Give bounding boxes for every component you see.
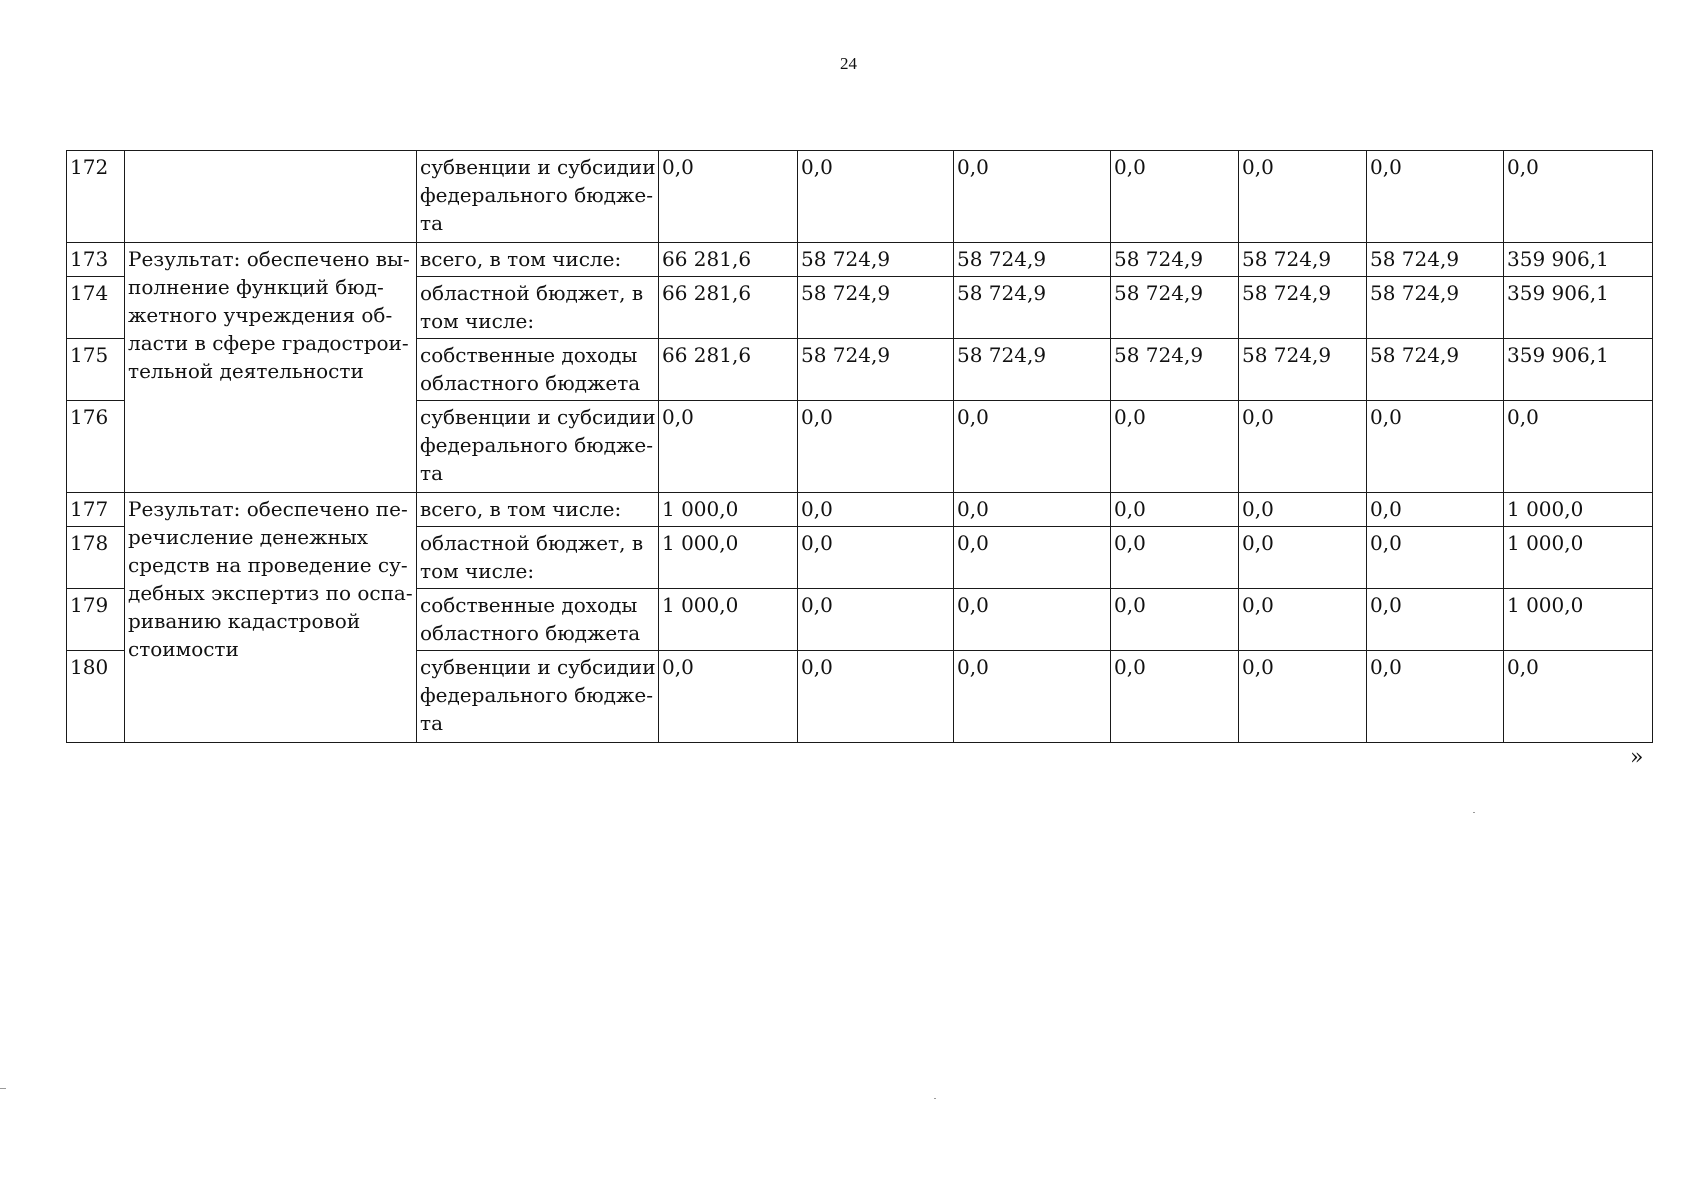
amount-cell: 0,0 [954,401,1111,493]
row-number-cell: 176 [67,401,125,493]
amount-cell: 0,0 [1504,401,1653,493]
row-number-cell: 172 [67,151,125,243]
amount-cell: 0,0 [798,401,954,493]
row-number-cell: 177 [67,493,125,527]
result-description-cell [125,151,417,243]
amount-cell: 58 724,9 [1239,277,1367,339]
funding-source-cell: собственные доходы областного бюджета [417,589,659,651]
amount-cell: 0,0 [1239,493,1367,527]
amount-cell: 0,0 [659,401,798,493]
row-number-cell: 174 [67,277,125,339]
amount-cell: 0,0 [954,651,1111,743]
result-description-cell: Результат: обеспечено вы-полнение функций бюд-жетного учреждения об-ласти в сфере градострои-тельной деятельности [125,243,417,493]
amount-cell: 58 724,9 [1239,243,1367,277]
amount-cell: 0,0 [1239,589,1367,651]
amount-cell: 0,0 [1239,401,1367,493]
amount-cell: 0,0 [1367,493,1504,527]
amount-cell: 66 281,6 [659,243,798,277]
amount-cell: 0,0 [1111,589,1239,651]
amount-cell: 1 000,0 [659,527,798,589]
row-number-cell: 173 [67,243,125,277]
amount-cell: 0,0 [1504,151,1653,243]
amount-cell: 0,0 [659,651,798,743]
table-row [67,151,1653,243]
amount-cell: 1 000,0 [659,589,798,651]
amount-cell: 0,0 [1111,493,1239,527]
funding-source-cell: областной бюджет, в том числе: [417,527,659,589]
amount-cell: 0,0 [1111,651,1239,743]
amount-cell: 0,0 [1239,151,1367,243]
scan-artifact [0,1088,6,1089]
funding-source-cell: субвенции и субсидии федерального бюдже-та [417,651,659,743]
amount-cell: 0,0 [1367,527,1504,589]
amount-cell: 0,0 [954,527,1111,589]
amount-cell: 0,0 [659,151,798,243]
funding-source-cell: собственные доходы областного бюджета [417,339,659,401]
amount-cell: 1 000,0 [1504,589,1653,651]
amount-cell: 359 906,1 [1504,243,1653,277]
amount-cell: 0,0 [1367,651,1504,743]
amount-cell: 58 724,9 [1239,339,1367,401]
amount-cell: 0,0 [1367,151,1504,243]
amount-cell: 0,0 [1111,151,1239,243]
amount-cell: 0,0 [798,493,954,527]
amount-cell: 1 000,0 [1504,527,1653,589]
amount-cell: 58 724,9 [1111,277,1239,339]
funding-source-cell: субвенции и субсидии федерального бюдже-та [417,401,659,493]
funding-source-cell: всего, в том числе: [417,243,659,277]
amount-cell: 58 724,9 [1367,339,1504,401]
amount-cell: 58 724,9 [1367,277,1504,339]
amount-cell: 58 724,9 [1111,243,1239,277]
amount-cell: 0,0 [1111,527,1239,589]
amount-cell: 0,0 [798,589,954,651]
amount-cell: 0,0 [1239,651,1367,743]
scan-artifact [934,1098,936,1099]
amount-cell: 0,0 [798,527,954,589]
amount-cell: 58 724,9 [954,339,1111,401]
amount-cell: 0,0 [1367,401,1504,493]
funding-source-cell: субвенции и субсидии федерального бюдже-та [417,151,659,243]
scan-artifact [1473,812,1475,813]
table-row [67,493,1653,527]
amount-cell: 0,0 [954,151,1111,243]
page-number: 24 [840,54,857,73]
closing-quote-mark: » [1630,745,1644,770]
amount-cell: 0,0 [1504,651,1653,743]
funding-source-cell: всего, в том числе: [417,493,659,527]
amount-cell: 58 724,9 [954,277,1111,339]
amount-cell: 1 000,0 [659,493,798,527]
row-number-cell: 175 [67,339,125,401]
amount-cell: 1 000,0 [1504,493,1653,527]
amount-cell: 359 906,1 [1504,277,1653,339]
row-number-cell: 180 [67,651,125,743]
row-number-cell: 178 [67,527,125,589]
amount-cell: 58 724,9 [1367,243,1504,277]
amount-cell: 0,0 [798,651,954,743]
budget-table [66,150,1653,743]
amount-cell: 0,0 [954,589,1111,651]
amount-cell: 58 724,9 [798,277,954,339]
budget-body [67,151,1653,743]
amount-cell: 58 724,9 [798,243,954,277]
result-description-cell: Результат: обеспечено пе-речисление денежных средств на проведение су-дебных экспертиз по оспа-риванию кадастровой стоимости [125,493,417,743]
amount-cell: 58 724,9 [954,243,1111,277]
amount-cell: 58 724,9 [1111,339,1239,401]
amount-cell: 0,0 [798,151,954,243]
amount-cell: 66 281,6 [659,277,798,339]
table-row [67,243,1653,277]
amount-cell: 0,0 [954,493,1111,527]
amount-cell: 359 906,1 [1504,339,1653,401]
amount-cell: 0,0 [1111,401,1239,493]
amount-cell: 58 724,9 [798,339,954,401]
row-number-cell: 179 [67,589,125,651]
amount-cell: 0,0 [1239,527,1367,589]
funding-source-cell: областной бюджет, в том числе: [417,277,659,339]
amount-cell: 0,0 [1367,589,1504,651]
amount-cell: 66 281,6 [659,339,798,401]
